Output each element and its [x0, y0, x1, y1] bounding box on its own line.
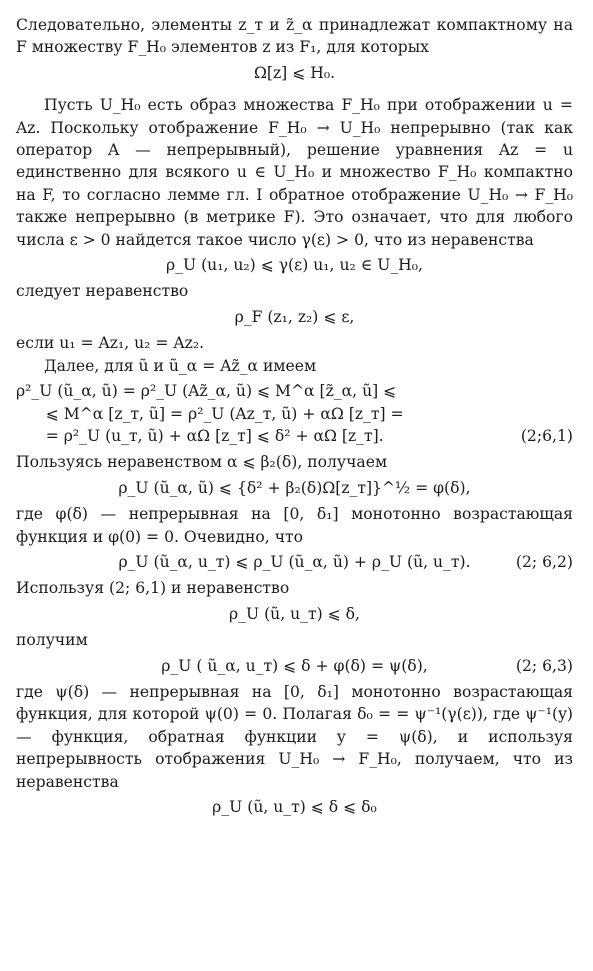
equation: [16, 551, 573, 573]
equation-text: ρ_U ( ũ_α, u_т) ⩽ δ + φ(δ) = ψ(δ),: [161, 656, 428, 675]
equation: ρ_F (z₁, z₂) ⩽ ε,: [234, 307, 355, 326]
equation-number: (2; 6,3): [515, 656, 573, 675]
equation-block: [16, 380, 573, 447]
equation: ρ_U (ũ, u_т) ⩽ δ,: [229, 604, 360, 623]
paragraph: получим: [16, 631, 88, 650]
equation: [16, 655, 573, 677]
paragraph: Используя (2; 6,1) и неравенство: [16, 579, 290, 598]
equation-line: ρ²_U (ũ_α, ũ) = ρ²_U (Az̃_α, ũ) ⩽ M^α [z̃_α, ũ] ⩽: [16, 382, 397, 401]
paragraph: где ψ(δ) — непрерывная на [0, δ₁] монотонно возрастающая функция, для которой ψ(0) = 0. Полагая δ₀ = = ψ⁻¹(γ(ε)), где ψ⁻¹(y) — функция, обратная функции y = ψ(δ), и используя непрерывность отображения U_H₀ → F_H₀, получаем, что из неравенства: [16, 682, 573, 791]
paragraph: Далее, для ũ и ũ_α = Az̃_α имеем: [44, 356, 317, 375]
equation-text: ρ_U (ũ_α, u_т) ⩽ ρ_U (ũ_α, ũ) + ρ_U (ũ, u_т).: [118, 552, 471, 571]
equation-line: = ρ²_U (u_т, ũ) + αΩ [z_т] ⩽ δ² + αΩ [z_т].: [16, 426, 384, 445]
paragraph: где φ(δ) — непрерывная на [0, δ₁] монотонно возрастающая функция и φ(0) = 0. Очевидно, что: [16, 505, 573, 546]
equation-number: (2; 6,2): [515, 552, 573, 571]
equation: ρ_U (ũ, u_т) ⩽ δ ⩽ δ₀: [212, 798, 377, 816]
paragraph: если u₁ = Az₁, u₂ = Az₂.: [16, 334, 205, 353]
equation: ρ_U (ũ_α, ũ) ⩽ {δ² + β₂(δ)Ω[z_т]}^½ = φ(δ),: [118, 478, 471, 497]
paragraph: Пользуясь неравенством α ⩽ β₂(δ), получаем: [16, 453, 388, 472]
paragraph: Пусть U_H₀ есть образ множества F_H₀ при отображении u = Az. Поскольку отображение F_H₀ → U_H₀ непрерывно (так как оператор A — непрерывный), решение уравнения Az = u единственно для всякого u ∈ U_H₀ и множество F_H₀ компактно на F, то согласно лемме гл. I обратное отображение U_H₀ → F_H₀ также непрерывно (в метрике F). Это означает, что для любого числа ε > 0 найдется такое число γ(ε) > 0, что из неравенства: [16, 96, 573, 249]
equation: Ω[z] ⩽ H₀.: [253, 63, 336, 82]
paragraph: следует неравенство: [16, 282, 189, 301]
equation-number: (2;6,1): [520, 426, 573, 445]
equation: ρ_U (u₁, u₂) ⩽ γ(ε) u₁, u₂ ∈ U_H₀,: [166, 256, 423, 275]
paragraph: Следовательно, элементы z_т и z̃_α принадлежат компактному на F множеству F_H₀ элементов z из F₁, для которых: [16, 16, 573, 57]
equation-line: ⩽ M^α [z_т, ũ] = ρ²_U (Az_т, ũ) + αΩ [z_т] =: [16, 404, 404, 423]
